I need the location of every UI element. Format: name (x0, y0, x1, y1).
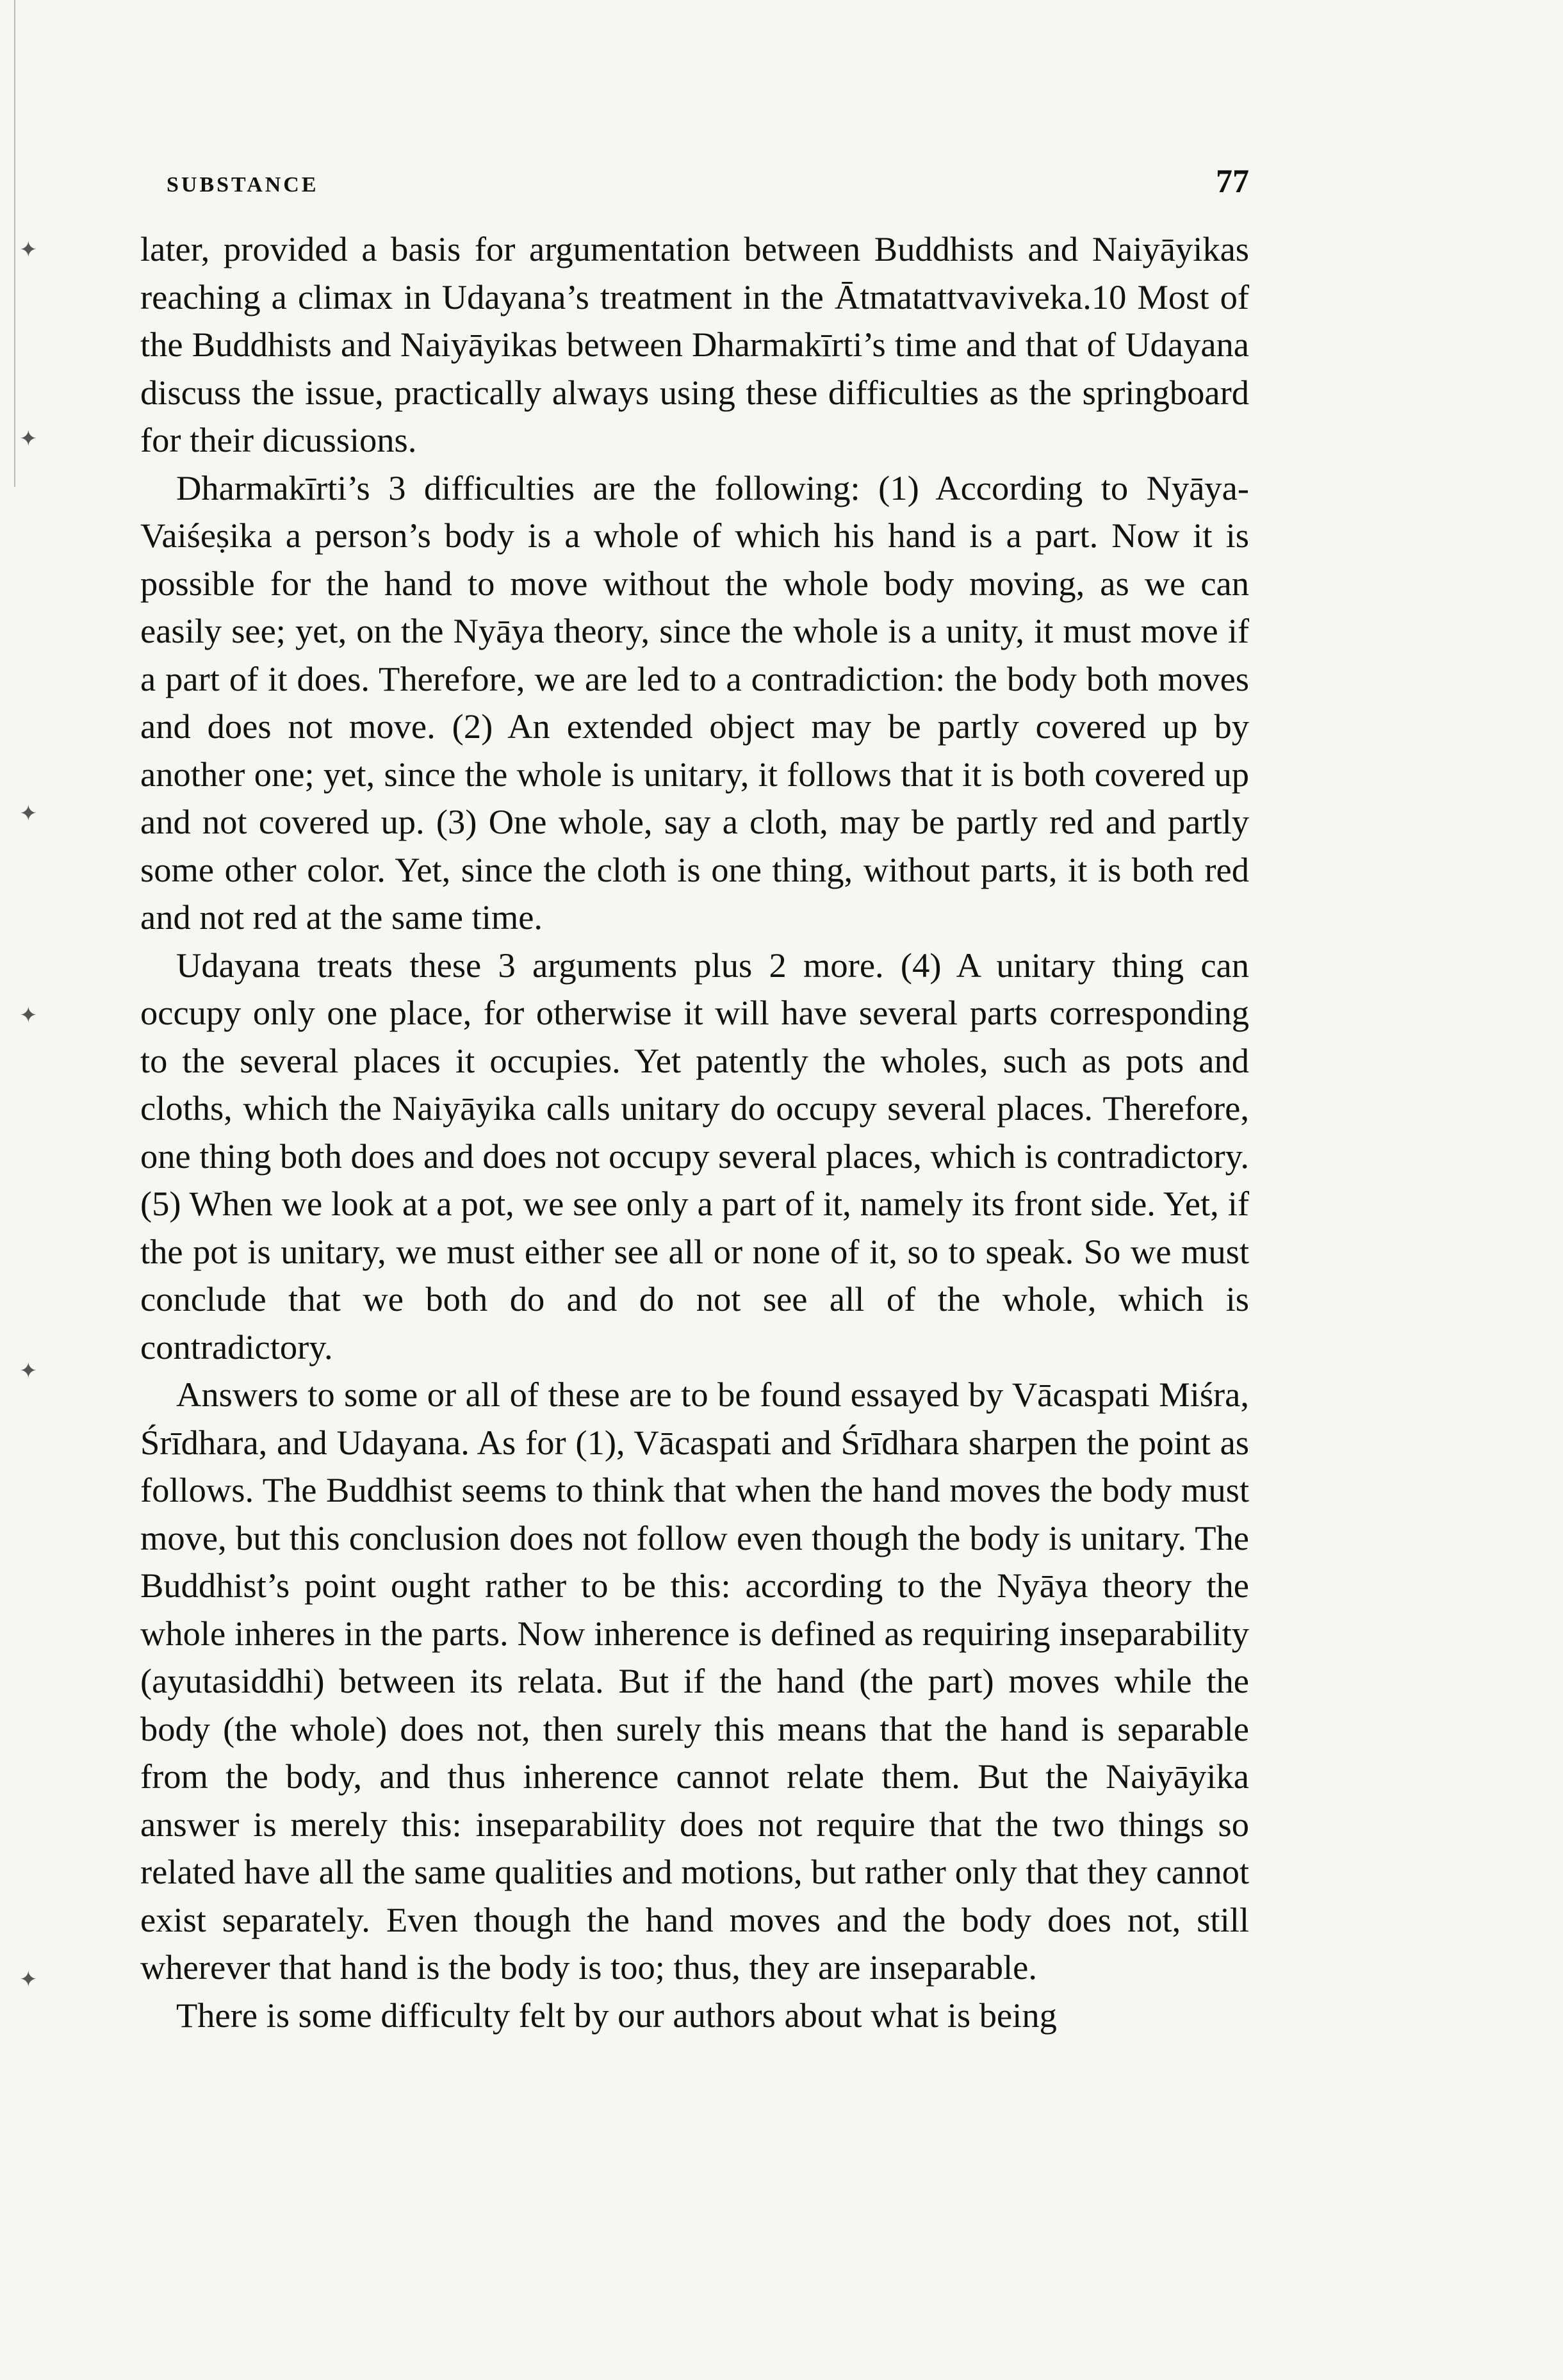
margin-mark: ✦ (19, 802, 38, 826)
page-header (138, 154, 1249, 205)
page-number: 77 (1216, 163, 1249, 200)
body-text (138, 205, 1249, 2039)
paragraph: There is some difficulty felt by our authors about what is being (176, 1995, 1057, 2035)
page-edge-line (14, 0, 15, 487)
paragraph: later, provided a basis for argumentation between Buddhists and Naiyāyikas reaching a climax in Udayana’s treatment in the Ātmatattvaviveka.10 Most of the Buddhists and Naiyāyikas between Dharmakīrti’s time and that of Udayana discuss the issue, practically always using these difficulties as the springboard for their dicussions. (140, 229, 1249, 459)
running-head: SUBSTANCE (167, 173, 319, 197)
book-page (138, 154, 1249, 2332)
paragraph: Answers to some or all of these are to be found essayed by Vācaspati Miśra, Śrīdhara, and Udayana. As for (1), Vācaspati and Śrīdhara sharpen the point as follows. The Buddhist seems to think that when the hand moves the body must move, but this conclusion does not follow even though the body is unitary. The Buddhist’s point ought rather to be this: according to the Nyāya theory the whole inheres in the parts. Now inherence is defined as requiring inseparability (ayutasiddhi) between its relata. But if the hand (the part) moves while the body (the whole) does not, then surely this means that the hand is separable from the body, and thus inherence cannot relate them. But the Naiyāyika answer is merely this: inseparability does not require that the two things so related have all the same qualities and motions, but rather only that they cannot exist separately. Even though the hand moves and the body does not, still wherever that hand is the body is too; thus, they are inseparable. (140, 1375, 1249, 1987)
paragraph: Dharmakīrti’s 3 difficulties are the following: (1) According to Nyāya-Vaiśeṣika a person’s body is a whole of which his hand is a part. Now it is possible for the hand to move without the whole body moving, as we can easily see; yet, on the Nyāya theory, since the whole is a unity, it must move if a part of it does. Therefore, we are led to a contradiction: the body both moves and does not move. (2) An extended object may be partly covered up by another one; yet, since the whole is unitary, it follows that it is both covered up and not covered up. (3) One whole, say a cloth, may be partly red and partly some other color. Yet, since the cloth is one thing, without parts, it is both red and not red at the same time. (140, 468, 1249, 937)
margin-mark: ✦ (19, 1359, 38, 1383)
margin-mark: ✦ (19, 1968, 38, 1992)
margin-mark: ✦ (19, 238, 38, 262)
margin-mark: ✦ (19, 1004, 38, 1028)
paragraph: Udayana treats these 3 arguments plus 2 more. (4) A unitary thing can occupy only one place, for otherwise it will have several parts corresponding to the several places it occupies. Yet patently the wholes, such as pots and cloths, which the Naiyāyika calls unitary do occupy several places. Therefore, one thing both does and does not occupy several places, which is contradictory. (5) When we look at a pot, we see only a part of it, namely its front side. Yet, if the pot is unitary, we must either see all or none of it, so to speak. So we must conclude that we both do and do not see all of the whole, which is contradictory. (140, 945, 1249, 1366)
margin-mark: ✦ (19, 427, 38, 451)
